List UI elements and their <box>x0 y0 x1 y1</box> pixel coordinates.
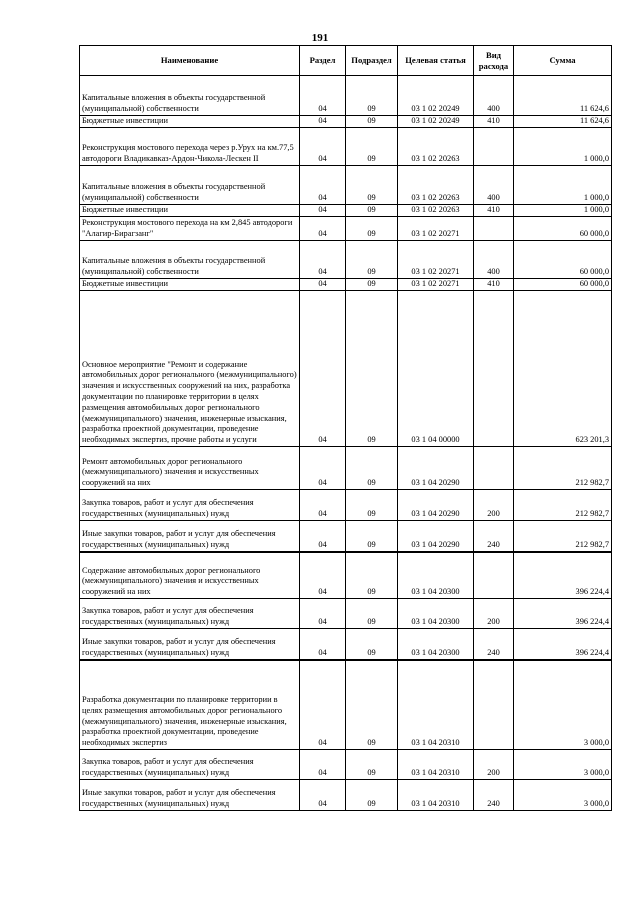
row-podrazdel: 09 <box>346 205 398 217</box>
row-name: Разработка документации по планировке территории в целях размещения автомобильных дорог регионального (межмуниципального) значения, инженерные изыскания, разработка проектной документации, проведение необходимых экспертиз <box>80 660 300 750</box>
row-summa: 1 000,0 <box>514 166 612 205</box>
table-body <box>80 76 612 811</box>
row-podrazdel: 09 <box>346 241 398 279</box>
row-statya: 03 1 02 20271 <box>398 241 474 279</box>
row-name: Капитальные вложения в объекты государственной (муниципальной) собственности <box>80 76 300 116</box>
row-razdel: 04 <box>300 490 346 521</box>
row-podrazdel: 09 <box>346 521 398 552</box>
row-name: Закупка товаров, работ и услуг для обеспечения государственных (муниципальных) нужд <box>80 490 300 521</box>
row-podrazdel: 09 <box>346 217 398 241</box>
header-podrazdel: Подраздел <box>346 46 398 76</box>
row-summa: 60 000,0 <box>514 217 612 241</box>
row-statya: 03 1 02 20271 <box>398 279 474 291</box>
row-statya: 03 1 02 20271 <box>398 217 474 241</box>
table-row <box>80 780 612 811</box>
row-razdel: 04 <box>300 116 346 128</box>
row-statya: 03 1 02 20249 <box>398 116 474 128</box>
table-row <box>80 629 612 660</box>
row-razdel: 04 <box>300 166 346 205</box>
row-summa: 396 224,4 <box>514 629 612 660</box>
budget-table <box>79 45 612 811</box>
row-razdel: 04 <box>300 128 346 166</box>
table-row <box>80 217 612 241</box>
row-statya: 03 1 04 20290 <box>398 521 474 552</box>
row-vid: 400 <box>474 241 514 279</box>
row-podrazdel: 09 <box>346 629 398 660</box>
header-razdel: Раздел <box>300 46 346 76</box>
row-statya: 03 1 04 20310 <box>398 660 474 750</box>
row-podrazdel: 09 <box>346 447 398 490</box>
row-summa: 1 000,0 <box>514 128 612 166</box>
row-podrazdel: 09 <box>346 279 398 291</box>
row-vid: 410 <box>474 116 514 128</box>
row-podrazdel: 09 <box>346 490 398 521</box>
row-summa: 1 000,0 <box>514 205 612 217</box>
row-name: Капитальные вложения в объекты государственной (муниципальной) собственности <box>80 166 300 205</box>
table-row <box>80 521 612 552</box>
row-statya: 03 1 02 20249 <box>398 76 474 116</box>
row-razdel: 04 <box>300 217 346 241</box>
row-vid: 200 <box>474 750 514 780</box>
row-statya: 03 1 04 00000 <box>398 291 474 447</box>
row-razdel: 04 <box>300 780 346 811</box>
header-summa: Сумма <box>514 46 612 76</box>
row-statya: 03 1 04 20300 <box>398 599 474 629</box>
row-podrazdel: 09 <box>346 166 398 205</box>
row-razdel: 04 <box>300 599 346 629</box>
row-vid: 410 <box>474 279 514 291</box>
row-summa: 3 000,0 <box>514 780 612 811</box>
header-vid: Вид расхода <box>474 46 514 76</box>
row-name: Иные закупки товаров, работ и услуг для обеспечения государственных (муниципальных) нужд <box>80 521 300 552</box>
row-vid: 400 <box>474 166 514 205</box>
row-summa: 11 624,6 <box>514 116 612 128</box>
table-row <box>80 750 612 780</box>
row-summa: 212 982,7 <box>514 521 612 552</box>
row-statya: 03 1 02 20263 <box>398 166 474 205</box>
row-vid <box>474 128 514 166</box>
row-razdel: 04 <box>300 205 346 217</box>
row-name: Иные закупки товаров, работ и услуг для обеспечения государственных (муниципальных) нужд <box>80 780 300 811</box>
row-podrazdel: 09 <box>346 660 398 750</box>
row-name: Капитальные вложения в объекты государственной (муниципальной) собственности <box>80 241 300 279</box>
table-row <box>80 552 612 599</box>
table-row <box>80 116 612 128</box>
row-name: Бюджетные инвестиции <box>80 279 300 291</box>
row-statya: 03 1 04 20300 <box>398 552 474 599</box>
header-statya: Целевая статья <box>398 46 474 76</box>
row-podrazdel: 09 <box>346 128 398 166</box>
row-summa: 396 224,4 <box>514 552 612 599</box>
row-podrazdel: 09 <box>346 599 398 629</box>
row-name: Закупка товаров, работ и услуг для обеспечения государственных (муниципальных) нужд <box>80 599 300 629</box>
row-name: Реконструкция мостового перехода на км 2,845 автодороги "Алагир-Бирагзанг" <box>80 217 300 241</box>
row-summa: 212 982,7 <box>514 490 612 521</box>
table-row <box>80 279 612 291</box>
row-podrazdel: 09 <box>346 552 398 599</box>
row-vid: 200 <box>474 599 514 629</box>
row-vid <box>474 447 514 490</box>
row-vid: 240 <box>474 780 514 811</box>
table-row <box>80 599 612 629</box>
table-row <box>80 205 612 217</box>
row-statya: 03 1 02 20263 <box>398 128 474 166</box>
row-razdel: 04 <box>300 76 346 116</box>
row-name: Иные закупки товаров, работ и услуг для обеспечения государственных (муниципальных) нужд <box>80 629 300 660</box>
row-name: Основное мероприятие "Ремонт и содержание автомобильных дорог регионального (межмуниципального) значения и искусственных сооружений на них, разработка документации по планировке территории в целях размещения автомобильных дорог регионального (межмуниципального) значения, инженерные изыскания, разработка проектной документации, проведение необходимых экспертиз, прочие работы и услуги <box>80 291 300 447</box>
row-summa: 11 624,6 <box>514 76 612 116</box>
table-row <box>80 241 612 279</box>
row-name: Бюджетные инвестиции <box>80 116 300 128</box>
row-statya: 03 1 04 20290 <box>398 490 474 521</box>
row-vid: 240 <box>474 629 514 660</box>
row-summa: 396 224,4 <box>514 599 612 629</box>
row-vid <box>474 217 514 241</box>
row-name: Содержание автомобильных дорог регионального (межмуниципального) значения и искусственных сооружений на них <box>80 552 300 599</box>
row-podrazdel: 09 <box>346 780 398 811</box>
row-vid: 410 <box>474 205 514 217</box>
row-vid <box>474 660 514 750</box>
row-vid: 200 <box>474 490 514 521</box>
row-razdel: 04 <box>300 750 346 780</box>
table-row <box>80 128 612 166</box>
header-name: Наименование <box>80 46 300 76</box>
row-vid <box>474 291 514 447</box>
row-razdel: 04 <box>300 521 346 552</box>
row-vid <box>474 552 514 599</box>
row-podrazdel: 09 <box>346 750 398 780</box>
row-razdel: 04 <box>300 279 346 291</box>
row-razdel: 04 <box>300 552 346 599</box>
table-row <box>80 76 612 116</box>
row-name: Бюджетные инвестиции <box>80 205 300 217</box>
table-row <box>80 291 612 447</box>
row-summa: 60 000,0 <box>514 279 612 291</box>
row-razdel: 04 <box>300 660 346 750</box>
page-number: 191 <box>311 32 329 44</box>
row-vid: 400 <box>474 76 514 116</box>
row-statya: 03 1 04 20310 <box>398 780 474 811</box>
row-podrazdel: 09 <box>346 291 398 447</box>
row-summa: 60 000,0 <box>514 241 612 279</box>
row-name: Реконструкция мостового перехода через р.Урух на км.77,5 автодороги Владикавказ-Ардон-Чикола-Лескен II <box>80 128 300 166</box>
row-name: Закупка товаров, работ и услуг для обеспечения государственных (муниципальных) нужд <box>80 750 300 780</box>
table-row <box>80 660 612 750</box>
row-vid: 240 <box>474 521 514 552</box>
row-statya: 03 1 04 20300 <box>398 629 474 660</box>
row-summa: 3 000,0 <box>514 660 612 750</box>
row-podrazdel: 09 <box>346 76 398 116</box>
row-summa: 212 982,7 <box>514 447 612 490</box>
row-summa: 3 000,0 <box>514 750 612 780</box>
row-statya: 03 1 04 20310 <box>398 750 474 780</box>
table-row <box>80 447 612 490</box>
table-row <box>80 490 612 521</box>
row-statya: 03 1 02 20263 <box>398 205 474 217</box>
row-name: Ремонт автомобильных дорог регионального (межмуниципального) значения и искусственных сооружений на них <box>80 447 300 490</box>
row-razdel: 04 <box>300 629 346 660</box>
table-row <box>80 166 612 205</box>
row-statya: 03 1 04 20290 <box>398 447 474 490</box>
row-razdel: 04 <box>300 291 346 447</box>
row-razdel: 04 <box>300 241 346 279</box>
row-summa: 623 201,3 <box>514 291 612 447</box>
table-header-row <box>80 46 612 76</box>
row-podrazdel: 09 <box>346 116 398 128</box>
row-razdel: 04 <box>300 447 346 490</box>
